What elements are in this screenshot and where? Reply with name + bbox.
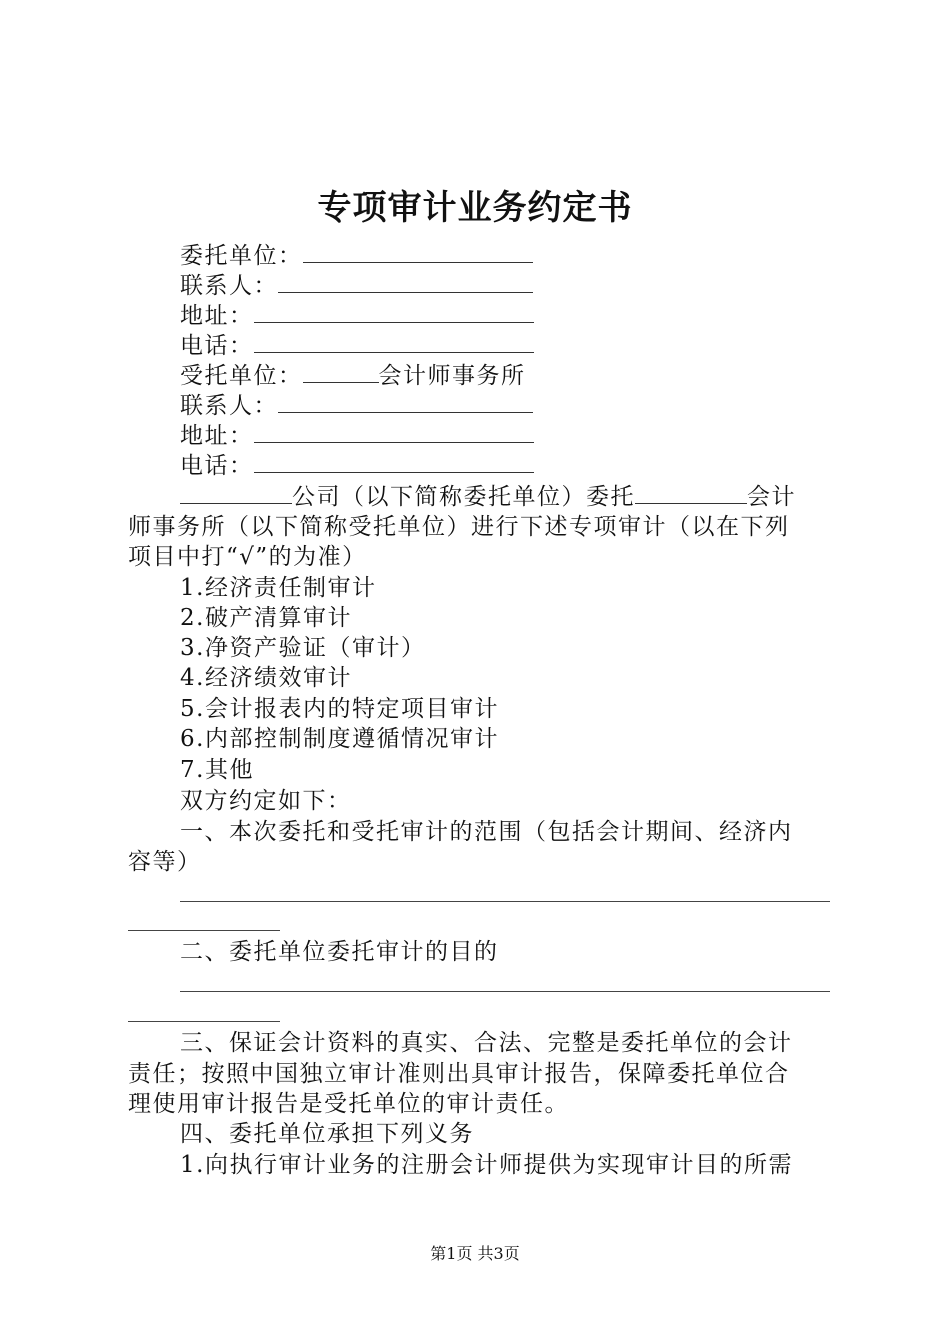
audit-item: 1.经济责任制审计 (180, 575, 377, 601)
trustee-address-row (180, 420, 534, 451)
client-address-blank[interactable] (254, 300, 534, 323)
audit-item: 4.经济绩效审计 (180, 665, 352, 691)
intro-line-1 (180, 481, 796, 512)
audit-item: 6.内部控制制度遵循情况审计 (180, 726, 499, 752)
page-number-footer: 第1页 共3页 (430, 1244, 520, 1263)
intro-text-a: 公司（以下简称委托单位）委托 (292, 484, 635, 510)
audit-item: 3.净资产验证（审计） (180, 635, 426, 661)
section-4-heading: 四、委托单位承担下列义务 (180, 1121, 474, 1147)
section-1-fill-line-end[interactable] (128, 930, 280, 931)
document-title: 专项审计业务约定书 (317, 188, 633, 228)
client-unit-blank[interactable] (303, 240, 533, 263)
trustee-contact-blank[interactable] (278, 390, 533, 413)
company-name-blank[interactable] (180, 481, 292, 504)
section-4-item-1: 1.向执行审计业务的注册会计师提供为实现审计目的所需 (180, 1152, 793, 1178)
trustee-unit-blank[interactable] (303, 360, 379, 383)
section-3-line-2: 责任；按照中国独立审计准则出具审计报告，保障委托单位合 (128, 1061, 790, 1087)
audit-item: 5.会计报表内的特定项目审计 (180, 696, 499, 722)
section-3-line-1: 三、保证会计资料的真实、合法、完整是委托单位的会计 (180, 1030, 793, 1056)
section-2-fill-line-end[interactable] (128, 1021, 280, 1022)
trustee-phone-row (180, 450, 534, 481)
trustee-unit-suffix: 会计师事务所 (378, 363, 526, 389)
client-phone-blank[interactable] (254, 330, 534, 353)
client-address-row (180, 300, 534, 331)
agreement-heading: 双方约定如下： (180, 788, 352, 814)
client-address-label: 地址： (180, 303, 254, 329)
trustee-address-label: 地址： (180, 423, 254, 449)
trustee-contact-row (180, 390, 533, 421)
trustee-address-blank[interactable] (254, 420, 534, 443)
client-unit-row (180, 240, 533, 271)
section-1-fill-line[interactable] (180, 901, 830, 902)
client-contact-blank[interactable] (278, 270, 533, 293)
audit-item: 7.其他 (180, 757, 254, 783)
trustee-contact-label: 联系人： (180, 393, 278, 419)
section-1-line-2: 容等） (128, 849, 202, 875)
trustee-phone-label: 电话： (180, 453, 254, 479)
trustee-unit-row (180, 360, 526, 391)
section-2-fill-line[interactable] (180, 991, 830, 992)
trustee-unit-label: 受托单位： (180, 363, 303, 389)
intro-text-b: 会计 (747, 484, 796, 510)
audit-item: 2.破产清算审计 (180, 605, 352, 631)
client-contact-label: 联系人： (180, 273, 278, 299)
client-phone-row (180, 330, 534, 361)
trustee-phone-blank[interactable] (254, 450, 534, 473)
client-phone-label: 电话： (180, 333, 254, 359)
client-contact-row (180, 270, 533, 301)
firm-name-blank[interactable] (635, 481, 747, 504)
intro-line-3: 项目中打“√”的为准） (128, 544, 367, 570)
section-1-line-1: 一、本次委托和受托审计的范围（包括会计期间、经济内 (180, 819, 793, 845)
section-2-heading: 二、委托单位委托审计的目的 (180, 939, 499, 965)
client-unit-label: 委托单位： (180, 243, 303, 269)
intro-line-2: 师事务所（以下简称受托单位）进行下述专项审计（以在下列 (128, 514, 790, 540)
section-3-line-3: 理使用审计报告是受托单位的审计责任。 (128, 1091, 569, 1117)
